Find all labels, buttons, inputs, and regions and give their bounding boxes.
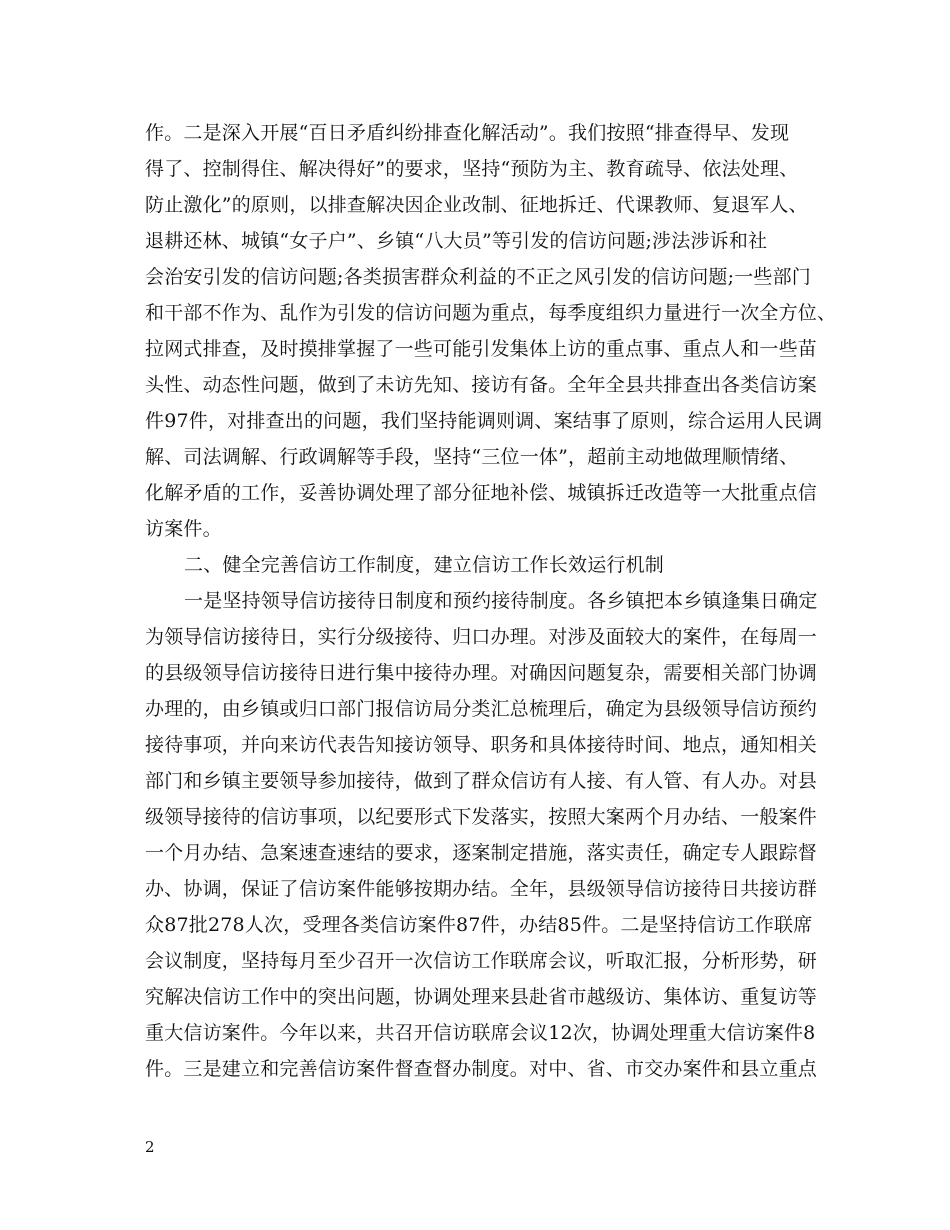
text-line: 一是坚持领导信访接待日制度和预约接待制度。各乡镇把本乡镇逢集日确定 xyxy=(184,590,818,612)
text-line: 究解决信访工作中的突出问题，协调处理来县赴省市越级访、集体访、重复访等 xyxy=(145,986,818,1008)
text-line: 得了、控制得住、解决得好”的要求，坚持“预防为主、教育疏导、依法处理、 xyxy=(145,158,799,180)
text-line: 拉网式排查，及时摸排掌握了一些可能引发集体上访的重点事、重点人和一些苗 xyxy=(145,338,818,360)
text-line: 重大信访案件。今年以来，共召开信访联席会议12次，协调处理重大信访案件8 xyxy=(145,1022,816,1044)
text-line: 众87批278人次，受理各类信访案件87件，办结85件。二是坚持信访工作联席 xyxy=(145,914,813,936)
text-line: 的县级领导信访接待日进行集中接待办理。对确因问题复杂，需要相关部门协调 xyxy=(145,662,818,684)
text-line: 访案件。 xyxy=(145,518,222,540)
text-line: 防止激化”的原则，以排查解决因企业改制、征地拆迁、代课教师、复退军人、 xyxy=(145,194,808,216)
text-line: 会议制度，坚持每月至少召开一次信访工作联席会议，听取汇报，分析形势，研 xyxy=(145,950,818,972)
text-line: 一个月办结、急案速查速结的要求，逐案制定措施，落实责任，确定专人跟踪督 xyxy=(145,842,818,864)
text-line: 化解矛盾的工作，妥善协调处理了部分征地补偿、城镇拆迁改造等一大批重点信 xyxy=(145,482,818,504)
text-line: 退耕还林、城镇“女子户”、乡镇“八大员”等引发的信访问题;涉法涉诉和社 xyxy=(145,230,768,252)
text-line: 级领导接待的信访事项，以纪要形式下发落实，按照大案两个月办结、一般案件 xyxy=(145,806,818,828)
text-line: 解、司法调解、行政调解等手段，坚持“三位一体”，超前主动地做理顺情绪、 xyxy=(145,446,799,468)
text-line: 办理的，由乡镇或归口部门报信访局分类汇总梳理后，确定为县级领导信访预约 xyxy=(145,698,818,720)
text-line: 件。三是建立和完善信访案件督查督办制度。对中、省、市交办案件和县立重点 xyxy=(145,1058,818,1080)
section-heading: 二、健全完善信访工作制度，建立信访工作长效运行机制 xyxy=(184,554,665,576)
text-line: 头性、动态性问题，做到了未访先知、接访有备。全年全县共排查出各类信访案 xyxy=(145,374,818,396)
text-line: 和干部不作为、乱作为引发的信访问题为重点，每季度组织力量进行一次全方位、 xyxy=(145,302,837,324)
text-line: 会治安引发的信访问题;各类损害群众利益的不正之风引发的信访问题;一些部门 xyxy=(145,266,812,288)
text-line: 作。二是深入开展“百日矛盾纠纷排查化解活动”。我们按照“排查得早、发现 xyxy=(145,122,790,144)
text-line: 为领导信访接待日，实行分级接待、归口办理。对涉及面较大的案件，在每周一 xyxy=(145,626,818,648)
page-number: 2 xyxy=(145,1138,155,1156)
text-line: 办、协调，保证了信访案件能够按期办结。全年，县级领导信访接待日共接访群 xyxy=(145,878,818,900)
text-line: 件97件，对排查出的问题，我们坚持能调则调、案结事了原则，综合运用人民调 xyxy=(145,410,823,432)
text-line: 接待事项，并向来访代表告知接访领导、职务和具体接待时间、地点，通知相关 xyxy=(145,734,818,756)
text-line: 部门和乡镇主要领导参加接待，做到了群众信访有人接、有人管、有人办。对县 xyxy=(145,770,818,792)
